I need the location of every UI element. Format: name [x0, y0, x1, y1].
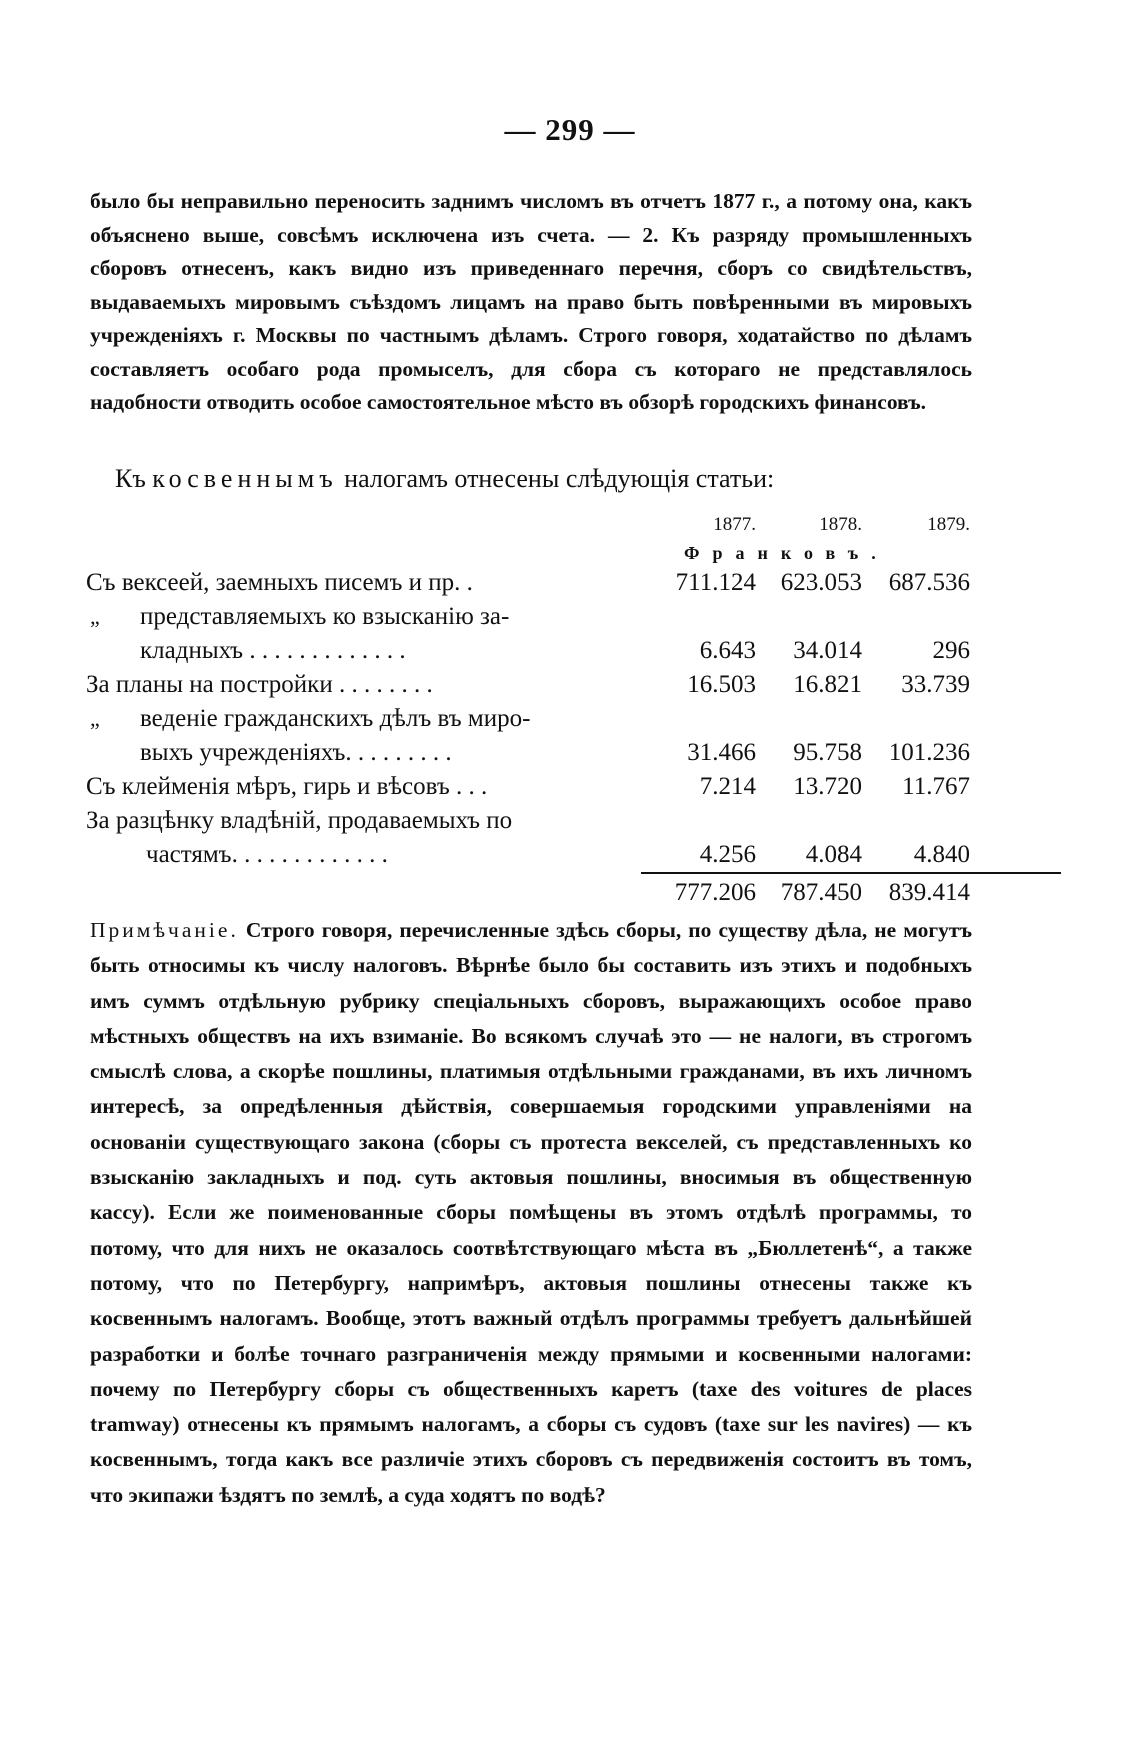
row-label: выхъ учрежденіяхъ. . . . . . . . .: [140, 739, 452, 766]
total-1878: 787.450: [780, 879, 862, 906]
row-label: представляемыхъ ко взысканію за-: [140, 603, 510, 630]
value-1877: 31.466: [687, 739, 756, 766]
indirect-taxes-table: [86, 510, 976, 910]
value-1879: 4.840: [913, 841, 970, 868]
row-label: За планы на постройки . . . . . . . .: [86, 671, 433, 698]
heading-suffix: налогамъ отнесены слѣдующія статьи:: [337, 464, 775, 493]
table-row: [86, 702, 976, 736]
value-1877: 16.503: [687, 671, 756, 698]
row-label: кладныхъ . . . . . . . . . . . . .: [140, 637, 406, 664]
table-row: [86, 838, 976, 872]
value-1878: 13.720: [793, 773, 862, 800]
value-1879: 296: [932, 637, 970, 664]
totals-row: [86, 876, 976, 910]
unit-row: [86, 540, 976, 566]
value-1879: 687.536: [888, 569, 970, 596]
value-1879: 11.767: [902, 773, 970, 800]
value-1878: 16.821: [793, 671, 862, 698]
row-label: Съ вексеей, заемныхъ писемъ и пр. .: [86, 569, 473, 596]
heading-prefix: Къ: [115, 464, 153, 493]
row-label: частямъ. . . . . . . . . . . . .: [146, 841, 388, 868]
year-header-row: [86, 510, 976, 540]
value-1878: 4.084: [805, 841, 862, 868]
total-1879: 839.414: [888, 879, 970, 906]
row-label: Съ клейменія мѣръ, гирь и вѣсовъ . . .: [86, 773, 488, 800]
table-row: [86, 736, 976, 770]
unit-label: Франковъ.: [684, 543, 889, 563]
paragraph-intro: было бы неправильно переносить заднимъ числомъ въ отчетъ 1877 г., а потому она, какъ объяснено выше, совсѣмъ исключена изъ счета. — 2. Къ разряду промышленныхъ сборовъ отнесенъ, какъ видно изъ приведеннаго перечня, сборъ со свидѣтельствъ, выдаваемыхъ мировымъ съѣздомъ лицамъ на право быть повѣренными въ мировыхъ учрежденіяхъ г. Москвы по частнымъ дѣламъ. Строго говоря, ходатайство по дѣламъ составляетъ особаго рода промыселъ, для сбора съ котораго не представлялось надобности отводить особое самостоятельное мѣсто въ обзорѣ городскихъ финансовъ.: [90, 189, 972, 414]
value-1877: 4.256: [699, 841, 756, 868]
table-row: [86, 634, 976, 668]
table-row: [86, 668, 976, 702]
year-1877: 1877.: [713, 514, 756, 535]
value-1879: 101.236: [888, 739, 970, 766]
value-1877: 711.124: [675, 569, 756, 596]
table-row: [86, 770, 976, 804]
ditto-mark: „: [90, 604, 100, 629]
value-1878: 95.758: [793, 739, 862, 766]
value-1879: 33.739: [901, 671, 970, 698]
year-1878: 1878.: [819, 514, 862, 535]
table-row: [86, 804, 976, 838]
table-row: [86, 566, 976, 600]
note-title: Примѣчаніе.: [90, 918, 239, 942]
note-text: Строго говоря, перечисленные здѣсь сборы, по существу дѣла, не могутъ быть относимы къ числу налоговъ. Вѣрнѣе было бы составить изъ этихъ и подобныхъ имъ суммъ отдѣльную рубрику спеціальныхъ сборовъ, выражающихъ особое право мѣстныхъ обществъ на ихъ взиманіе. Во всякомъ случаѣ это — не налоги, въ строгомъ смыслѣ слова, а скорѣе пошлины, платимыя отдѣльными гражданами, въ ихъ личномъ интересѣ, за опредѣленныя дѣйствія, совершаемыя городскими управленіями на основаніи существующаго закона (сборы съ протеста векселей, съ представленныхъ ко взысканію закладныхъ и под. суть актовыя пошлины, вносимыя въ общественную кассу). Если же поименованные сборы помѣщены въ этомъ отдѣлѣ программы, то потому, что для нихъ не оказалось соотвѣтствующаго мѣста въ „Бюллетенѣ“, а также потому, что по Петербургу, напримѣръ, актовыя пошлины отнесены также къ косвеннымъ налогамъ. Вообще, этотъ важный отдѣлъ программы требуетъ дальнѣйшей разработки и болѣе точнаго разграниченія между прямыми и косвенными налогами: почему по Петербургу сборы съ общественныхъ каретъ (taxe des voitures de places tramway) отнесены къ прямымъ налогамъ, а сборы съ судовъ (taxe sur les navires) — къ косвеннымъ, тогда какъ все различіе этихъ сборовъ съ передвиженія состоитъ въ томъ, что экипажи ѣздятъ по землѣ, а суда ходятъ по водѣ?: [90, 918, 972, 1507]
page-number: — 299 —: [504, 112, 636, 147]
value-1877: 7.214: [699, 773, 756, 800]
footnote: [90, 913, 972, 1513]
sum-divider: [641, 872, 1061, 874]
table-row: [86, 600, 976, 634]
ditto-mark: „: [90, 706, 100, 731]
value-1878: 623.053: [780, 569, 862, 596]
year-1879: 1879.: [927, 514, 970, 535]
table-heading: [115, 463, 965, 495]
value-1877: 6.643: [699, 637, 756, 664]
row-label: За разцѣнку владѣній, продаваемыхъ по: [86, 807, 513, 834]
value-1878: 34.014: [793, 637, 862, 664]
total-1877: 777.206: [674, 879, 756, 906]
heading-emphasis: косвеннымъ: [152, 464, 338, 493]
row-label: веденіе гражданскихъ дѣлъ въ миро-: [140, 705, 531, 732]
